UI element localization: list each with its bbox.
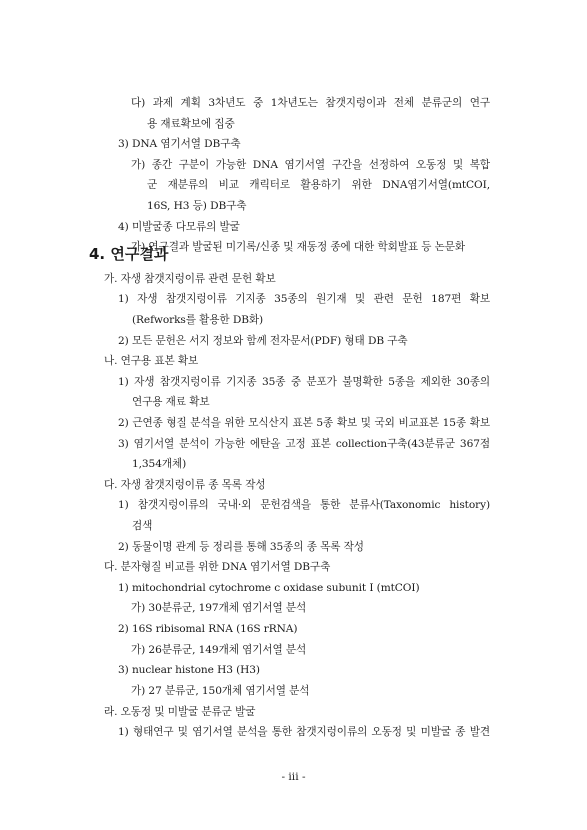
result-na-3-cont: 1,354개체) xyxy=(132,458,187,470)
item-ga-species: 가) 종간 구분이 가능한 DNA 염기서열 구간을 선정하여 오동정 및 복합 xyxy=(131,159,490,171)
result-ga-1: 1) 자생 참갯지렁이류 기지종 35종의 원기재 및 관련 문헌 187편 확보 xyxy=(118,293,490,305)
result-na-1: 1) 자생 참갯지렁이류 기지종 35종 중 분포가 불명확한 5종을 제외한 30종의 xyxy=(118,376,490,388)
item-da-plan: 다) 과제 계획 3차년도 중 1차년도는 참갯지렁이과 전체 분류군의 연구 xyxy=(131,97,490,109)
result-ra-heading: 라. 오동정 및 미발굴 분류군 발굴 xyxy=(104,706,256,718)
result-na-3: 3) 염기서열 분석이 가능한 에탄올 고정 표본 collection구축(43분류군 367점 xyxy=(118,438,490,450)
result-ga-2: 2) 모든 문헌은 서지 정보와 함께 전자문서(PDF) 형태 DB 구축 xyxy=(118,335,408,347)
item-4-discovery: 4) 미발굴종 다모류의 발굴 xyxy=(118,221,240,233)
item-ga-publication: 가) 연구결과 발굴된 미기록/신종 및 재동정 종에 대한 학회발표 등 논문화 xyxy=(131,241,466,253)
result-ga-heading: 가. 자생 참갯지렁이류 관련 문헌 확보 xyxy=(104,273,276,285)
result-da2-3-ga: 가) 27 분류군, 150개체 염기서열 분석 xyxy=(131,685,310,697)
section-heading: 4. 연구결과 xyxy=(89,245,169,263)
result-na-1-cont: 연구용 재료 확보 xyxy=(132,396,210,408)
result-da-1-cont: 검색 xyxy=(132,520,153,532)
page-number: - iii - xyxy=(281,771,306,783)
result-da2-3: 3) nuclear histone H3 (H3) xyxy=(118,664,260,676)
result-da2-heading: 다. 분자형질 비교를 위한 DNA 염기서열 DB구축 xyxy=(104,561,331,573)
item-da-plan-cont: 용 재료확보에 집중 xyxy=(147,118,235,130)
result-da2-2-ga: 가) 26분류군, 149개체 염기서열 분석 xyxy=(131,644,307,656)
result-na-2: 2) 근연종 형질 분석을 위한 모식산지 표본 5종 확보 및 국외 비교표본 15종 확보 xyxy=(118,417,490,429)
result-da2-1-ga: 가) 30분류군, 197개체 염기서열 분석 xyxy=(131,602,307,614)
result-da2-1: 1) mitochondrial cytochrome c oxidase subunit I (mtCOI) xyxy=(118,582,420,594)
result-da-1: 1) 참갯지렁이류의 국내·외 문헌검색을 통한 분류사(Taxonomic history) xyxy=(118,499,490,511)
result-na-heading: 나. 연구용 표본 확보 xyxy=(104,355,199,367)
result-ra-1: 1) 형태연구 및 염기서열 분석을 통한 참갯지렁이류의 오동정 및 미발굴 종 발견 xyxy=(118,726,490,738)
item-ga-species-cont2: 16S, H3 등) DB구축 xyxy=(147,200,247,212)
item-3-dna-db: 3) DNA 염기서열 DB구축 xyxy=(118,138,241,150)
result-da-heading: 다. 자생 참갯지렁이류 종 목록 작성 xyxy=(104,479,266,491)
result-ga-1-cont: (Refworks를 활용한 DB화) xyxy=(132,314,264,326)
result-da-2: 2) 동물이명 관계 등 정리를 통해 35종의 종 목록 작성 xyxy=(118,541,364,553)
result-da2-2: 2) 16S ribisomal RNA (16S rRNA) xyxy=(118,623,298,635)
item-ga-species-cont: 군 재분류의 비교 캐릭터로 활용하기 위한 DNA염기서열(mtCOI, xyxy=(147,179,490,191)
